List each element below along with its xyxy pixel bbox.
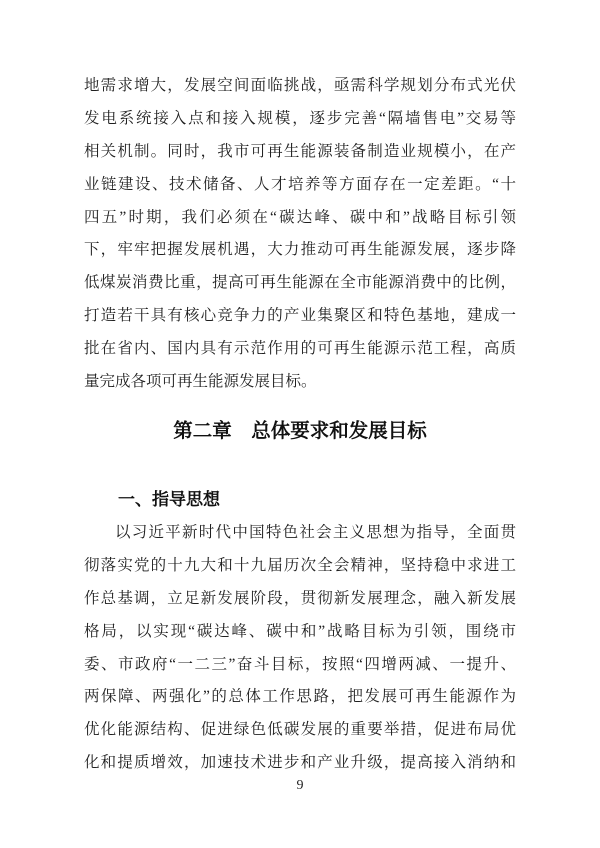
text-line: 作总基调，立足新发展阶段，贯彻新发展理念，融入新发展 bbox=[84, 589, 516, 607]
text-line: 业链建设、技术储备、人才培养等方面存在一定差距。“十 bbox=[84, 175, 516, 193]
text-line: 优化能源结构、促进绿色低碳发展的重要举措，促进布局优 bbox=[84, 721, 516, 739]
text-line: 化和提质增效，加速技术进步和产业升级，提高接入消纳和 bbox=[84, 754, 516, 772]
paragraph-guiding-ideology-body bbox=[84, 517, 516, 780]
text-line: 彻落实党的十九大和十九届历次全会精神，坚持稳中求进工 bbox=[84, 556, 516, 574]
section-heading-guiding-ideology: 一、指导思想 bbox=[118, 490, 220, 509]
text-line: 批在省内、国内具有示范作用的可再生能源示范工程，高质 bbox=[84, 340, 516, 358]
text-line: 两保障、两强化”的总体工作思路，把发展可再生能源作为 bbox=[84, 688, 516, 706]
page-number: 9 bbox=[296, 778, 304, 793]
paragraph-renewable-energy-challenges bbox=[84, 70, 516, 399]
text-line: 以习近平新时代中国特色社会主义思想为指导，全面贯 bbox=[115, 524, 516, 541]
text-line: 下，牢牢把握发展机遇，大力推动可再生能源发展，逐步降 bbox=[84, 241, 516, 259]
text-line: 格局，以实现“碳达峰、碳中和”战略目标为引领，围绕市 bbox=[84, 622, 516, 640]
text-line: 发电系统接入点和接入规模，逐步完善“隔墙售电”交易等 bbox=[84, 109, 516, 127]
text-line: 四五”时期，我们必须在“碳达峰、碳中和”战略目标引领 bbox=[84, 208, 516, 226]
chapter-heading: 第二章 总体要求和发展目标 bbox=[173, 420, 427, 442]
text-line: 委、市政府“一二三”奋斗目标，按照“四增两减、一提升、 bbox=[84, 655, 516, 673]
text-line: 量完成各项可再生能源发展目标。 bbox=[84, 373, 317, 391]
text-line: 打造若干具有核心竞争力的产业集聚区和特色基地，建成一 bbox=[84, 307, 516, 325]
text-line: 相关机制。同时，我市可再生能源装备制造业规模小，在产 bbox=[84, 142, 516, 160]
text-line: 低煤炭消费比重，提高可再生能源在全市能源消费中的比例， bbox=[84, 274, 516, 292]
text-line: 地需求增大，发展空间面临挑战，亟需科学规划分布式光伏 bbox=[84, 77, 516, 94]
